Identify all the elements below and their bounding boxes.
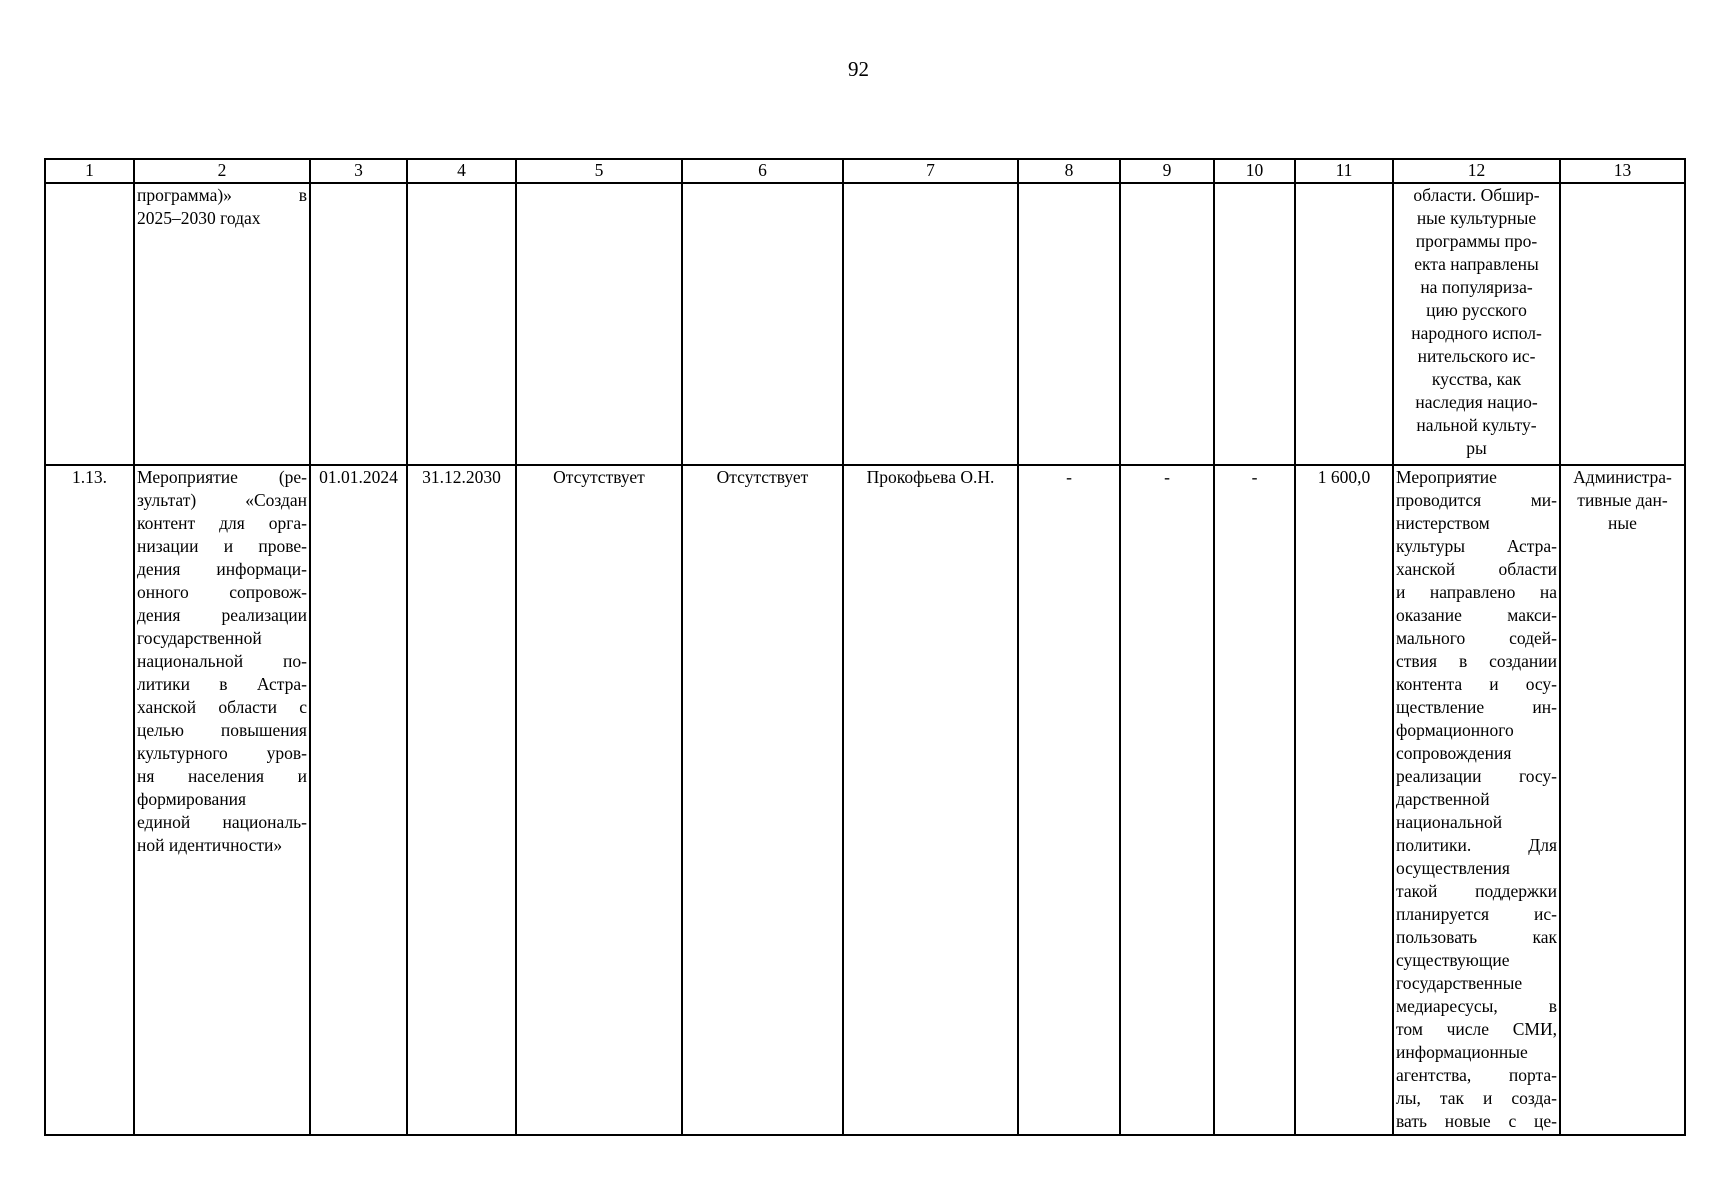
- text-line: кусства, как: [1431, 369, 1522, 389]
- responsible-cell: [843, 183, 1018, 465]
- text-line: лы, так и созда-: [1396, 1088, 1557, 1108]
- text-line: ханской области: [1396, 559, 1557, 579]
- text-line: и направлено на: [1396, 582, 1557, 602]
- text-line: зультат) «Создан: [137, 490, 307, 510]
- text-line: мального содей-: [1396, 628, 1557, 648]
- text-line: существующие: [1396, 950, 1510, 970]
- text-line: информационные: [1396, 1042, 1528, 1062]
- text-line: контента и осу-: [1396, 674, 1557, 694]
- text-line: формирования: [137, 789, 247, 809]
- measures-table: [44, 158, 1686, 1136]
- text-line: ствия в создании: [1396, 651, 1557, 671]
- text-line: дения реализации: [137, 605, 307, 625]
- text-line: дарственной: [1396, 789, 1490, 809]
- header-cell: 10: [1214, 159, 1295, 183]
- header-cell: 6: [682, 159, 843, 183]
- text-line: цию русского: [1426, 300, 1527, 320]
- text-line: нальной культу-: [1416, 415, 1537, 435]
- table-header-row: [45, 159, 1685, 183]
- header-cell: 2: [134, 159, 310, 183]
- text-line: низации и прове-: [137, 536, 307, 556]
- table-cell: [682, 183, 843, 465]
- amount-cell: [1295, 183, 1393, 465]
- table-row: [45, 183, 1685, 465]
- text-line: национальной по-: [137, 651, 307, 671]
- header-cell: 12: [1393, 159, 1560, 183]
- text-line: Мероприятие (ре-: [137, 467, 307, 487]
- text-line: ществление ин-: [1396, 697, 1557, 717]
- text-line: народного испол-: [1411, 323, 1542, 343]
- text-line: оказание макси-: [1396, 605, 1557, 625]
- text-line: нительского ис-: [1417, 346, 1536, 366]
- measure-name-cell: [134, 183, 310, 465]
- text-line: реализации госу-: [1396, 766, 1557, 786]
- table-cell: [1214, 183, 1295, 465]
- start-date-cell: 01.01.2024: [310, 465, 407, 1135]
- text-line: осуществления: [1396, 858, 1510, 878]
- text-line: екта направлены: [1414, 254, 1539, 274]
- text-line: онного сопровож-: [137, 582, 307, 602]
- source-cell: [1560, 465, 1685, 1135]
- text-line: ня населения и: [137, 766, 307, 786]
- source-cell: [1560, 183, 1685, 465]
- text-line: целью повышения: [137, 720, 307, 740]
- text-line: национальной: [1396, 812, 1503, 832]
- text-line: ные: [1608, 513, 1637, 533]
- description-cell: [1393, 183, 1560, 465]
- table-cell: -: [1120, 465, 1214, 1135]
- text-line: сопровождения: [1396, 743, 1512, 763]
- text-line: нистерством: [1396, 513, 1490, 533]
- text-line: тивные дан-: [1577, 490, 1668, 510]
- header-cell: 1: [45, 159, 134, 183]
- text-line: на популяриза-: [1420, 277, 1533, 297]
- table-cell: -: [1018, 465, 1120, 1135]
- text-line: наследия нацио-: [1415, 392, 1538, 412]
- table-cell: [1018, 183, 1120, 465]
- text-line: политики. Для: [1396, 835, 1557, 855]
- text-line: области. Обшир-: [1413, 185, 1540, 205]
- text-line: государственной: [137, 628, 262, 648]
- start-date-cell: [310, 183, 407, 465]
- text-line: такой поддержки: [1396, 881, 1557, 901]
- header-cell: 5: [516, 159, 682, 183]
- text-line: Мероприятие: [1396, 467, 1497, 487]
- end-date-cell: [407, 183, 516, 465]
- measure-name-cell: [134, 465, 310, 1135]
- amount-cell: 1 600,0: [1295, 465, 1393, 1135]
- text-line: программа)» в: [137, 185, 307, 205]
- text-line: ханской области с: [137, 697, 307, 717]
- text-line: медиаресусы, в: [1396, 996, 1557, 1016]
- text-line: контент для орга-: [137, 513, 307, 533]
- header-cell: 11: [1295, 159, 1393, 183]
- end-date-cell: 31.12.2030: [407, 465, 516, 1135]
- text-line: пользовать как: [1396, 927, 1557, 947]
- text-line: проводится ми-: [1396, 490, 1557, 510]
- text-line: Администра-: [1573, 467, 1672, 487]
- text-line: культуры Астра-: [1396, 536, 1557, 556]
- text-line: культурного уров-: [137, 743, 307, 763]
- header-cell: 4: [407, 159, 516, 183]
- text-line: вать новые с це-: [1396, 1111, 1557, 1131]
- number-cell: 1.13.: [45, 465, 134, 1135]
- page-number: 92: [848, 57, 869, 81]
- table-cell: [1120, 183, 1214, 465]
- table-cell: [516, 183, 682, 465]
- text-line: формационного: [1396, 720, 1514, 740]
- text-line: государственные: [1396, 973, 1523, 993]
- text-line: ры: [1466, 438, 1487, 458]
- description-cell: [1393, 465, 1560, 1135]
- header-cell: 9: [1120, 159, 1214, 183]
- text-line: дения информаци-: [137, 559, 307, 579]
- text-line: литики в Астра-: [137, 674, 307, 694]
- table-row: [45, 465, 1685, 1135]
- header-cell: 8: [1018, 159, 1120, 183]
- text-line: ные культурные: [1416, 208, 1537, 228]
- number-cell: [45, 183, 134, 465]
- header-cell: 7: [843, 159, 1018, 183]
- table-cell: -: [1214, 465, 1295, 1135]
- responsible-cell: Прокофьева О.Н.: [843, 465, 1018, 1135]
- header-cell: 13: [1560, 159, 1685, 183]
- table-cell: Отсутствует: [682, 465, 843, 1135]
- text-line: ной идентичности»: [137, 835, 283, 855]
- text-line: программы про-: [1415, 231, 1538, 251]
- text-line: 2025–2030 годах: [137, 208, 261, 228]
- text-line: единой националь-: [137, 812, 307, 832]
- table-cell: Отсутствует: [516, 465, 682, 1135]
- header-cell: 3: [310, 159, 407, 183]
- text-line: агентства, порта-: [1396, 1065, 1557, 1085]
- text-line: том числе СМИ,: [1396, 1019, 1557, 1039]
- text-line: планируется ис-: [1396, 904, 1557, 924]
